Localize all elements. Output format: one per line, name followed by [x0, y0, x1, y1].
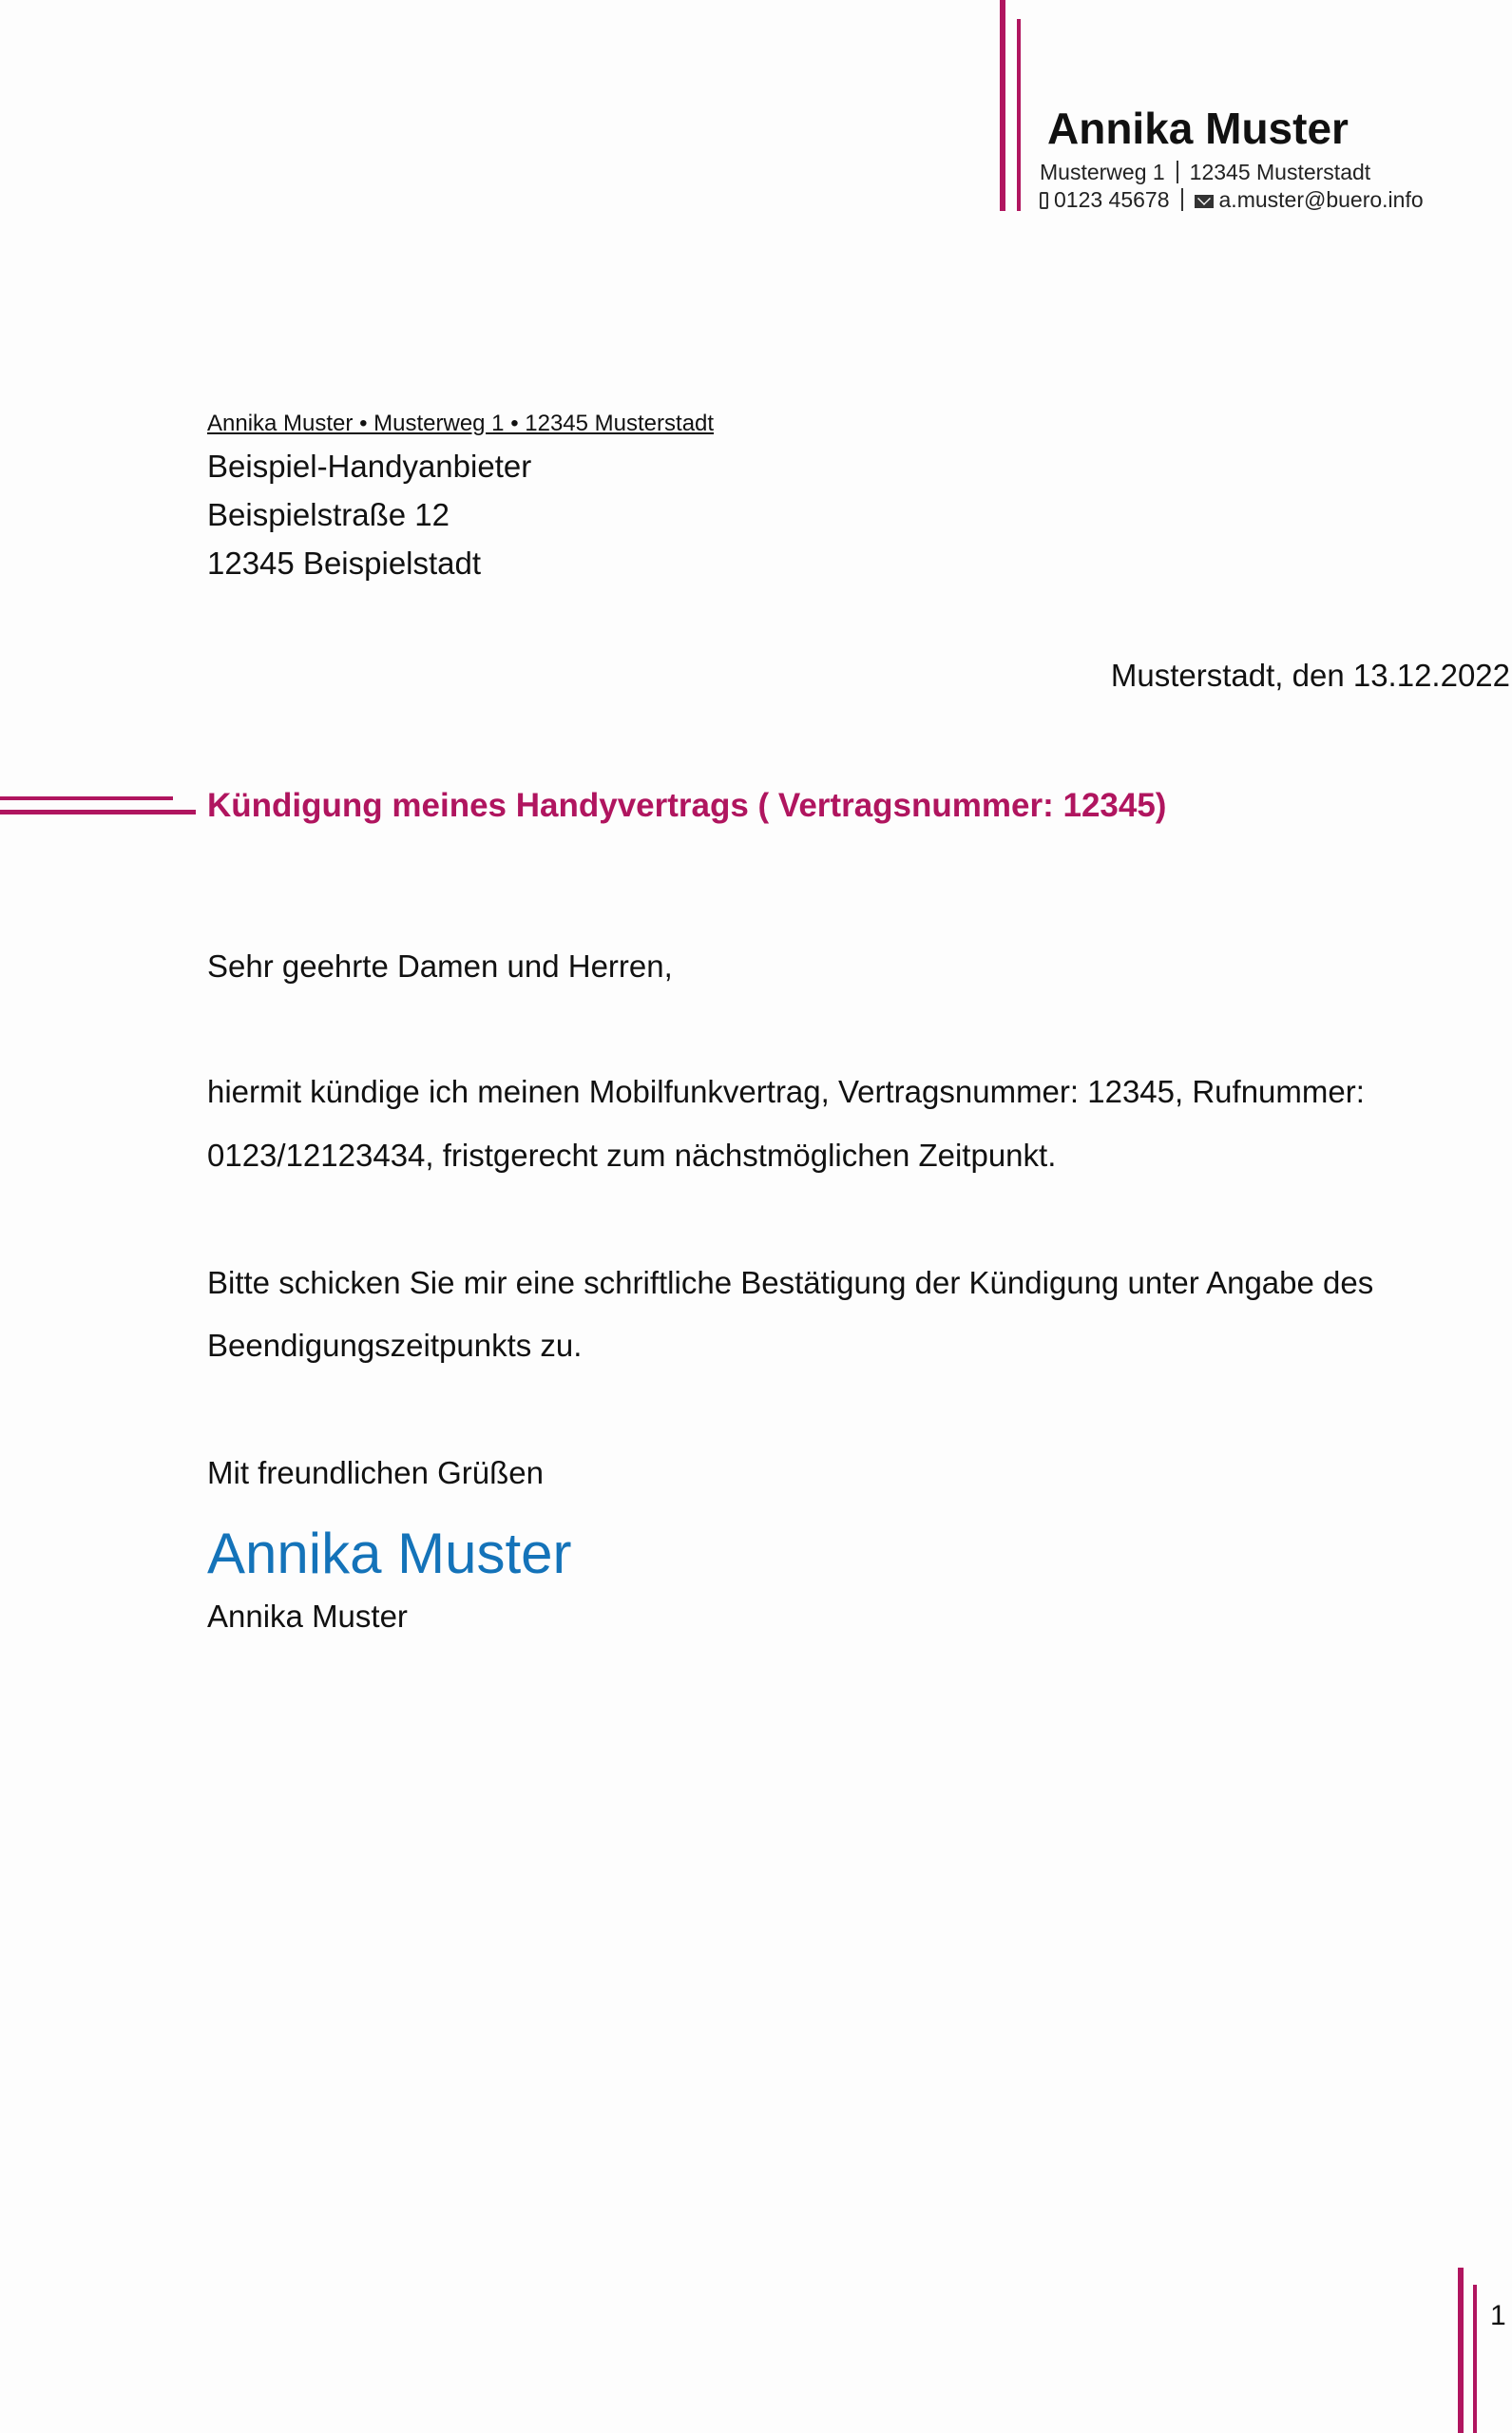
paragraph-2-line-1: Bitte schicken Sie mir eine schriftliche Bestätigung der Kündigung unter Angabe des [207, 1265, 1374, 1300]
separator [1181, 188, 1183, 211]
paragraph-2-line-2: Beendigungszeitpunkts zu. [207, 1328, 583, 1363]
page-number: 1 [1490, 2300, 1506, 2331]
mail-icon [1195, 195, 1214, 208]
subject-line: Kündigung meines Handyvertrags ( Vertragsnummer: 12345) [207, 787, 1167, 824]
recipient-company: Beispiel-Handyanbieter [207, 449, 532, 484]
paragraph-1-line-2: 0123/12123434, fristgerecht zum nächstmöglichen Zeitpunkt. [207, 1138, 1057, 1173]
header-phone: 0123 45678 [1054, 187, 1170, 212]
separator [1177, 161, 1178, 183]
date-line: Musterstadt, den 13.12.2022 [1110, 658, 1510, 693]
recipient-city: 12345 Beispielstadt [207, 546, 482, 581]
header-name: Annika Muster [1047, 104, 1349, 153]
phone-icon [1040, 192, 1048, 209]
header-bar-inner [1017, 19, 1021, 211]
header-email: a.muster@buero.info [1218, 187, 1424, 212]
recipient-street: Beispielstraße 12 [207, 497, 450, 532]
footer-bar-inner [1473, 2285, 1477, 2433]
printed-name: Annika Muster [207, 1599, 408, 1634]
footer-bar-outer [1458, 2268, 1464, 2433]
header-bar-outer [1000, 0, 1005, 211]
header-contact [1040, 187, 1424, 213]
header-city: 12345 Musterstadt [1189, 160, 1371, 184]
salutation: Sehr geehrte Damen und Herren, [207, 948, 673, 984]
header-street: Musterweg 1 [1040, 160, 1165, 184]
subject-bar-lower [0, 810, 196, 814]
subject-bar-upper [0, 796, 173, 800]
closing: Mit freundlichen Grüßen [207, 1455, 544, 1490]
header-address [1040, 160, 1370, 185]
sender-return-address: Annika Muster • Musterweg 1 • 12345 Musterstadt [207, 411, 715, 436]
paragraph-1-line-1: hiermit kündige ich meinen Mobilfunkvertrag, Vertragsnummer: 12345, Rufnummer: [207, 1074, 1365, 1109]
signature: Annika Muster [207, 1522, 572, 1585]
